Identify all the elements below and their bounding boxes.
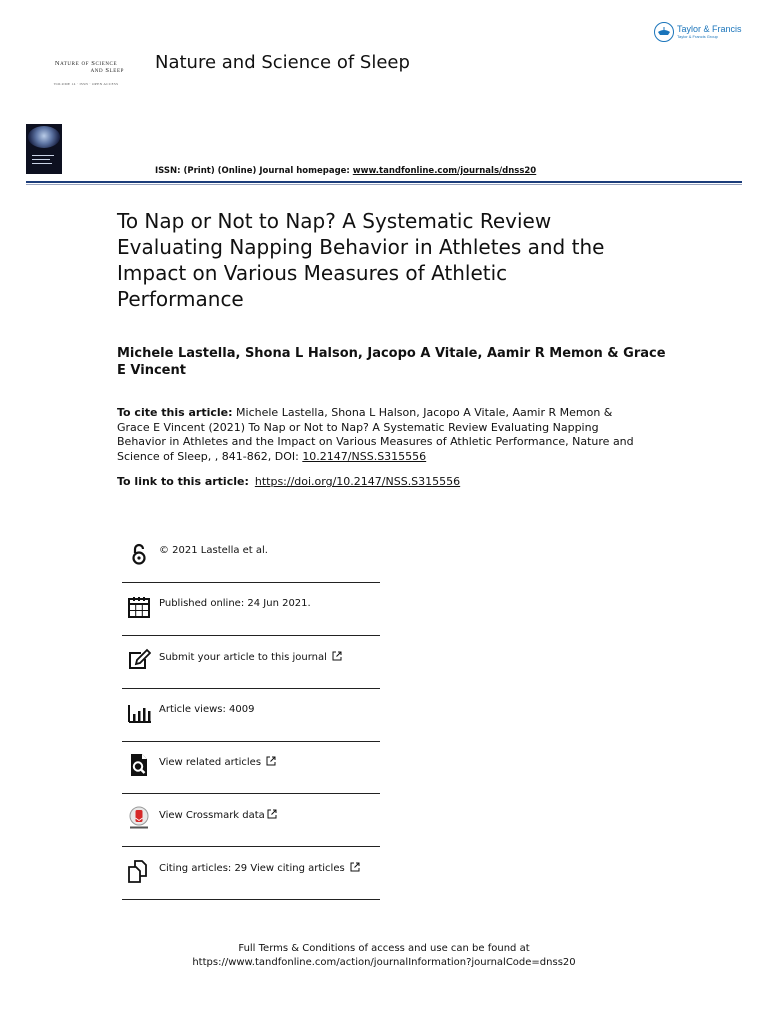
- brand-small-print: VOLUME 14 · ISSN · OPEN ACCESS: [53, 82, 119, 86]
- citation-doi-link[interactable]: 10.2147/NSS.S315556: [302, 449, 427, 463]
- brand-line-1: Nature of Science: [54, 60, 118, 67]
- citation-label: To cite this article:: [117, 406, 233, 419]
- citation-text: Michele Lastella, Shona L Halson, Jacopo A Vitale, Aamir R Memon & Grace E Vincent (2021) To Nap or Not to Nap? A Systematic Review Evaluating Napping Behavior in Athletes and the Impact on Various Measures of Athletic Performance, Nature and Science of Sleep, , 841-862, DOI:: [117, 406, 634, 463]
- journal-brand-logo: [46, 60, 126, 86]
- external-link-icon: [267, 809, 277, 819]
- publisher-name: Taylor & Francis: [677, 24, 742, 34]
- article-link-line: [117, 475, 647, 488]
- article-authors: Michele Lastella, Shona L Halson, Jacopo A Vitale, Aamir R Memon & Grace E Vincent: [117, 346, 666, 378]
- published-date-text: Published online: 24 Jun 2021.: [159, 598, 311, 609]
- crossmark-label: View Crossmark data: [159, 810, 265, 821]
- citing-articles-icon: [127, 859, 151, 883]
- info-row-crossmark[interactable]: [122, 794, 380, 847]
- issn-line: [155, 166, 536, 176]
- info-row-citing[interactable]: [122, 847, 380, 900]
- open-access-icon: [127, 542, 151, 566]
- info-row-published: [122, 583, 380, 636]
- terms-url-link[interactable]: https://www.tandfonline.com/action/journalInformation?journalCode=dnss20: [192, 957, 576, 968]
- cover-text-line: [32, 159, 50, 160]
- submit-article-link[interactable]: [159, 651, 342, 663]
- terms-line-1: Full Terms & Conditions of access and use can be found at: [238, 943, 530, 954]
- publisher-group: Taylor & Francis Group: [677, 34, 718, 39]
- taylor-francis-emblem-icon: [654, 22, 674, 42]
- bar-chart-icon: [127, 701, 151, 725]
- journal-cover-image[interactable]: [26, 124, 62, 174]
- submit-article-label: Submit your article to this journal: [159, 652, 327, 663]
- taylor-francis-logo[interactable]: [654, 22, 742, 42]
- article-views-text: Article views: 4009: [159, 704, 255, 715]
- info-row-submit[interactable]: [122, 636, 380, 689]
- external-link-icon: [332, 651, 342, 661]
- cover-text-line: [32, 163, 52, 164]
- related-articles-label: View related articles: [159, 757, 262, 768]
- info-row-views: [122, 689, 380, 742]
- journal-title: Nature and Science of Sleep: [155, 52, 410, 73]
- crossmark-link[interactable]: [159, 809, 277, 821]
- header-divider-thin: [26, 184, 742, 185]
- info-row-related[interactable]: [122, 741, 380, 794]
- info-divider: [122, 899, 380, 900]
- issn-label: ISSN: (Print) (Online) Journal homepage:: [155, 166, 350, 176]
- related-articles-link[interactable]: [159, 756, 276, 768]
- license-text: © 2021 Lastella et al.: [159, 545, 268, 556]
- citation-block: [117, 406, 647, 464]
- search-document-icon: [127, 753, 151, 777]
- cover-text-line: [32, 155, 54, 156]
- info-row-license: [122, 530, 380, 583]
- article-title: To Nap or Not to Nap? A Systematic Review Evaluating Napping Behavior in Athletes and the Impact on Various Measures of Athletic Performance: [117, 209, 605, 311]
- external-link-icon: [266, 756, 276, 766]
- cover-brain-graphic: [28, 126, 60, 148]
- article-link-label: To link to this article:: [117, 475, 249, 488]
- crossmark-icon: [127, 806, 151, 830]
- journal-homepage-link[interactable]: www.tandfonline.com/journals/dnss20: [352, 166, 537, 176]
- header-divider: [26, 181, 742, 183]
- brand-line-2: and Sleep: [90, 67, 124, 74]
- citing-articles-label: Citing articles: 29 View citing articles: [159, 863, 345, 874]
- calendar-icon: [127, 595, 151, 619]
- edit-icon: [127, 648, 151, 672]
- external-link-icon: [350, 862, 360, 872]
- terms-footer: [0, 942, 768, 970]
- article-doi-link[interactable]: https://doi.org/10.2147/NSS.S315556: [254, 475, 461, 488]
- citing-articles-link[interactable]: [159, 862, 360, 874]
